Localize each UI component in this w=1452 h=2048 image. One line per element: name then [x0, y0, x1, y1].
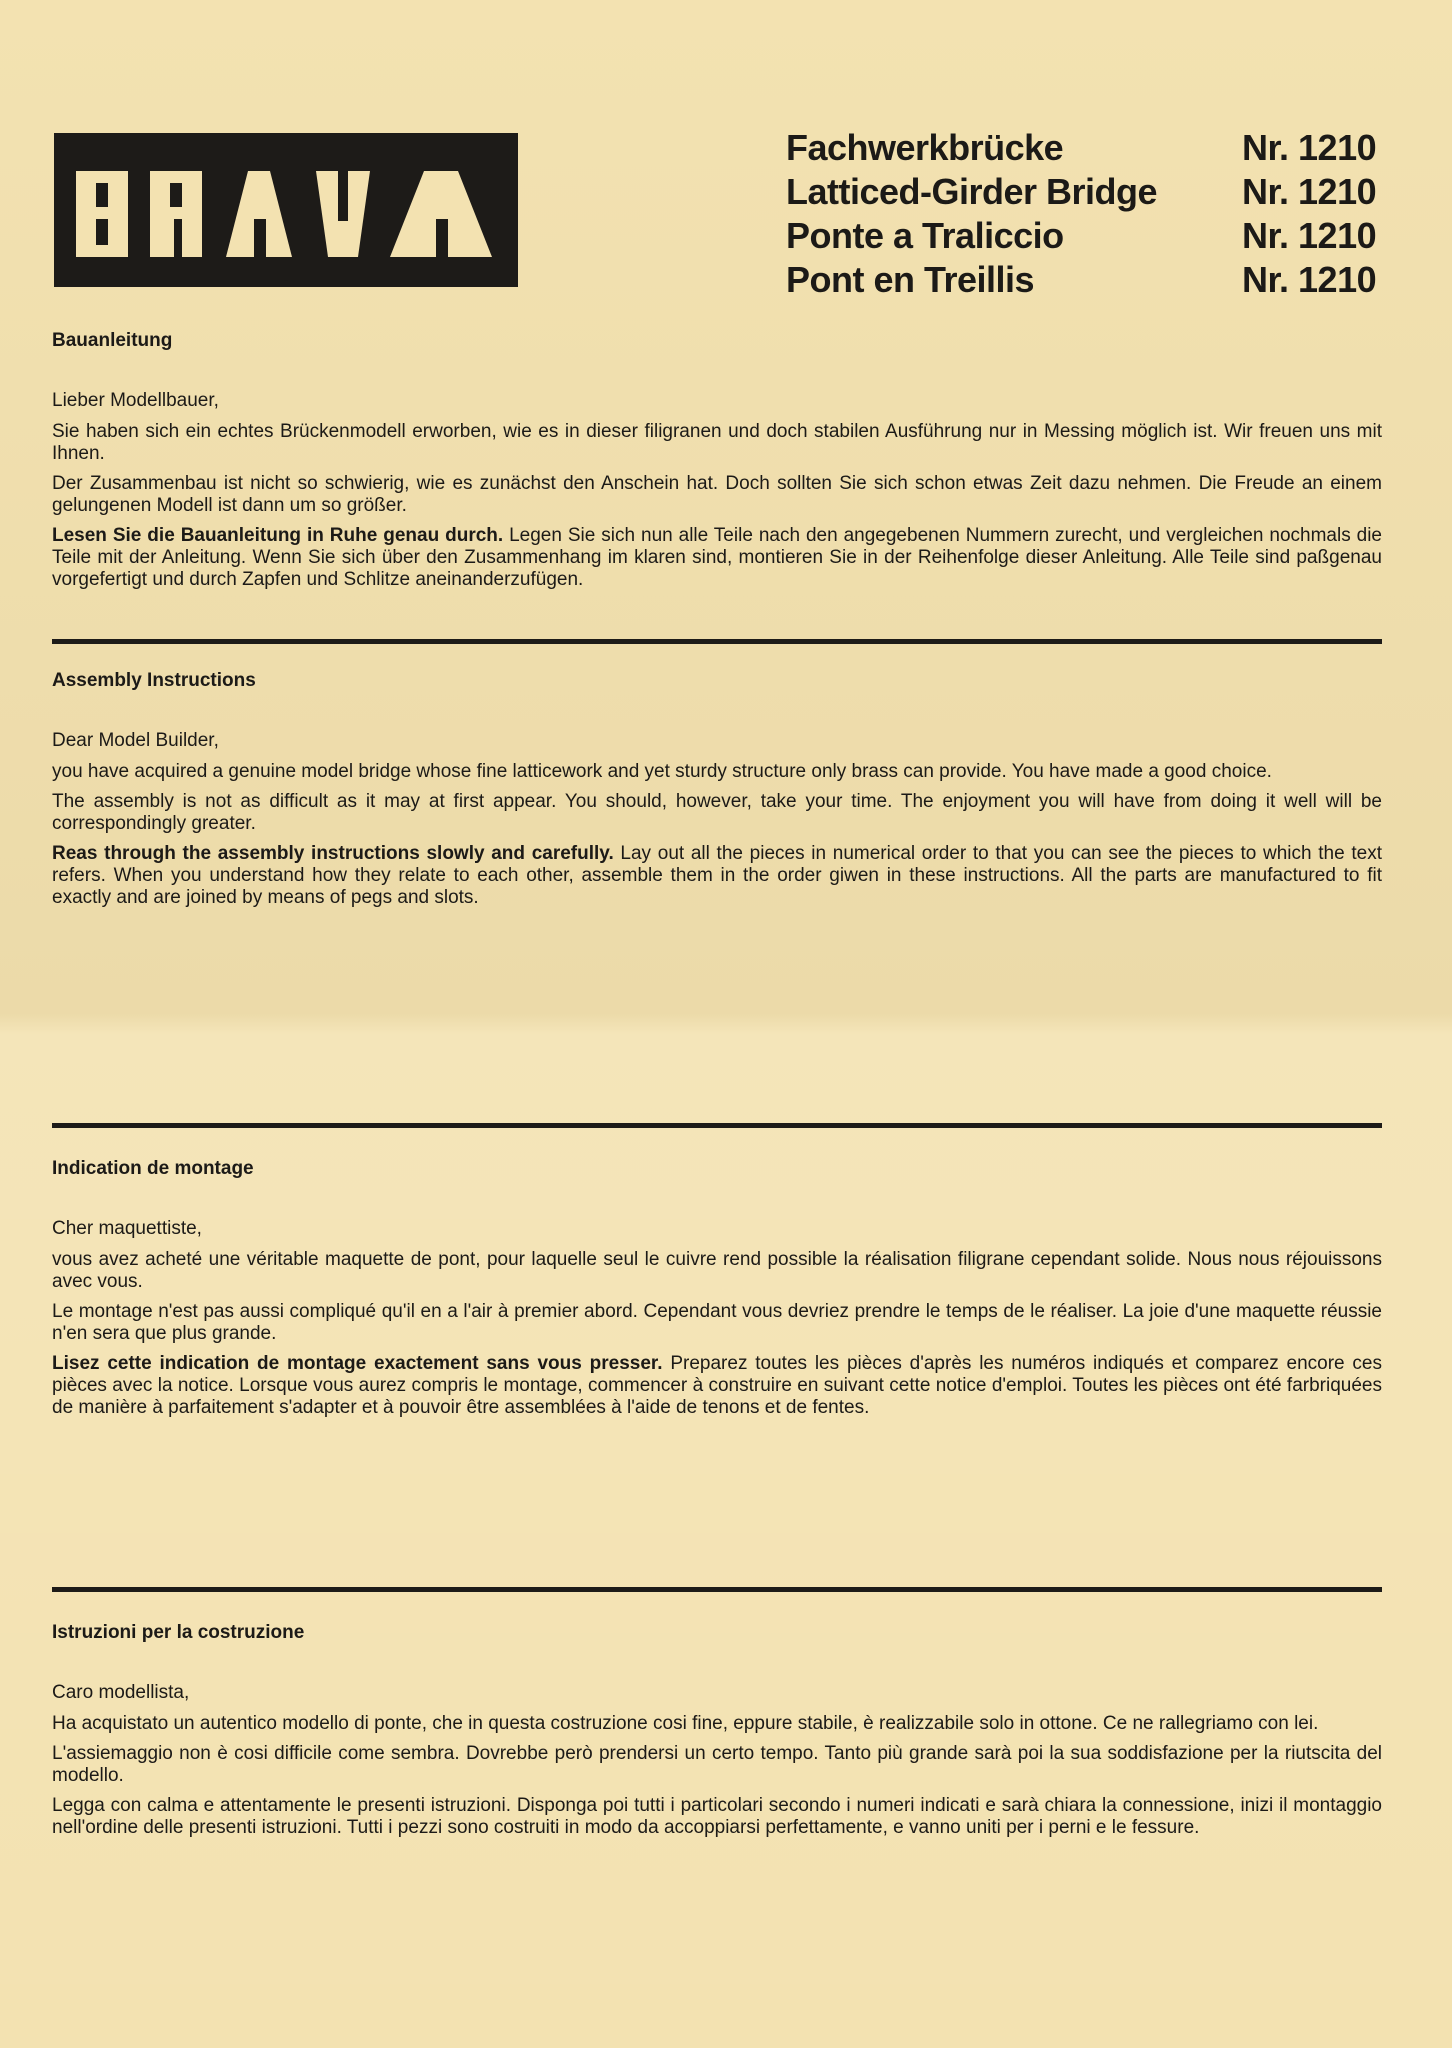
product-titles: [786, 126, 1386, 302]
title-number: Nr. 1210: [1242, 171, 1377, 212]
paragraph: L'assiemaggio non è cosi difficile come sembra. Dovrebbe però prendersi un certo tempo. Tanto più grande sarà poi la sua soddisfazione per la riutscita del modello.: [52, 1743, 1382, 1786]
section-heading: Istruzioni per la costruzione: [52, 1622, 305, 1643]
greeting: Lieber Modellbauer,: [52, 390, 219, 411]
section-heading: Indication de montage: [52, 1158, 254, 1179]
title-name: Pont en Treillis: [786, 259, 1035, 300]
emphasis: Lesen Sie die Bauanleitung in Ruhe genau durch.: [52, 525, 504, 546]
paragraph: you have acquired a genuine model bridge whose fine latticework and yet sturdy structure only brass can provide. You have made a good choice.: [52, 761, 1272, 782]
title-name: Ponte a Traliccio: [786, 215, 1064, 256]
divider: [52, 639, 1382, 644]
title-name: Latticed-Girder Bridge: [786, 171, 1158, 212]
paragraph: Der Zusammenbau ist nicht so schwierig, wie es zunächst den Anschein hat. Doch sollten Sie sich schon etwas Zeit dazu nehmen. Die Freude an einem gelungenen Modell ist dann um so größer.: [52, 473, 1382, 516]
title-number: Nr. 1210: [1242, 127, 1377, 168]
title-row-fr: [786, 258, 1386, 302]
paragraph: [52, 1353, 1382, 1419]
section-english: [52, 669, 1382, 917]
paragraph: Le montage n'est pas aussi compliqué qu'il en a l'air à premier abord. Cependant vous devriez prendre le temps de le réaliser. La joie d'une maquette réussie n'en sera que plus grande.: [52, 1301, 1382, 1344]
section-italian: [52, 1621, 1382, 1847]
divider: [52, 1123, 1382, 1128]
paragraph: Legga con calma e attentamente le presenti istruzioni. Disponga poi tutti i particolari secondo i numeri indicati e sarà chiara la connessione, inizi il montaggio nell'ordine delle presenti istruzioni. Tutti i pezzi sono costruiti in modo da accoppiarsi perfettamente, e vanno uniti per i perni e le fessure.: [52, 1795, 1382, 1838]
paragraph-rest: Preparez toutes les pièces d'après les numéros indiqués et comparez encore ces pièces avec la notice. Lorsque vous aurez compris le montage, commencer à construire en suivant cette notice d'emploi. Toutes les pièces ont été farbriquées de manière à parfaitement s'adapter et à pouvoir être assemblées à l'aide de tenons et de fentes.: [52, 1353, 1382, 1418]
paragraph-rest: Legen Sie sich nun alle Teile nach den angegebenen Nummern zurecht, und vergleichen nochmals die Teile mit der Anleitung. Wenn Sie sich über den Zusammenhang im klaren sind, montieren Sie in der Reihenfolge dieser Anleitung. Alle Teile sind paßgenau vorgefertigt und durch Zapfen und Schlitze aneinanderzufügen.: [52, 525, 1382, 590]
paragraph: Sie haben sich ein echtes Brückenmodell erworben, wie es in dieser filigranen und doch stabilen Ausführung nur in Messing möglich ist. Wir freuen uns mit Ihnen.: [52, 421, 1382, 464]
paragraph: The assembly is not as difficult as it may at first appear. You should, however, take your time. The enjoyment you will have from doing it well will be correspondingly greater.: [52, 791, 1382, 834]
title-row-it: [786, 214, 1386, 258]
title-name: Fachwerkbrücke: [786, 127, 1064, 168]
paragraph: [52, 525, 1382, 591]
paragraph: [52, 843, 1382, 909]
title-row-de: [786, 126, 1386, 170]
section-french: [52, 1157, 1382, 1427]
divider: [52, 1587, 1382, 1592]
greeting: Dear Model Builder,: [52, 730, 219, 751]
paragraph: vous avez acheté une véritable maquette de pont, pour laquelle seul le cuivre rend possible la réalisation filigrane cependant solide. Nous nous réjouissons avec vous.: [52, 1249, 1382, 1292]
svg-text:BRAWA: BRAWA: [284, 281, 288, 282]
greeting: Caro modellista,: [52, 1682, 190, 1703]
emphasis: Lisez cette indication de montage exactement sans vous presser.: [52, 1353, 663, 1374]
paragraph: Ha acquistato un autentico modello di ponte, che in questa costruzione cosi fine, eppure stabile, è realizzabile solo in ottone. Ce ne rallegriamo con lei.: [52, 1713, 1319, 1734]
title-number: Nr. 1210: [1242, 259, 1377, 300]
section-heading: Assembly Instructions: [52, 670, 256, 691]
emphasis: Reas through the assembly instructions slowly and carefully.: [52, 843, 614, 864]
title-number: Nr. 1210: [1242, 215, 1377, 256]
title-row-en: [786, 170, 1386, 214]
greeting: Cher maquettiste,: [52, 1218, 202, 1239]
section-german: [52, 329, 1382, 599]
paragraph-rest: Lay out all the pieces in numerical order to that you can see the pieces to which the text refers. When you understand how they relate to each other, assemble them in the order giwen in these instructions. All the parts are manufactured to fit exactly and are joined by means of pegs and slots.: [52, 843, 1382, 908]
brawa-logo: [54, 133, 518, 287]
section-heading: Bauanleitung: [52, 330, 173, 351]
